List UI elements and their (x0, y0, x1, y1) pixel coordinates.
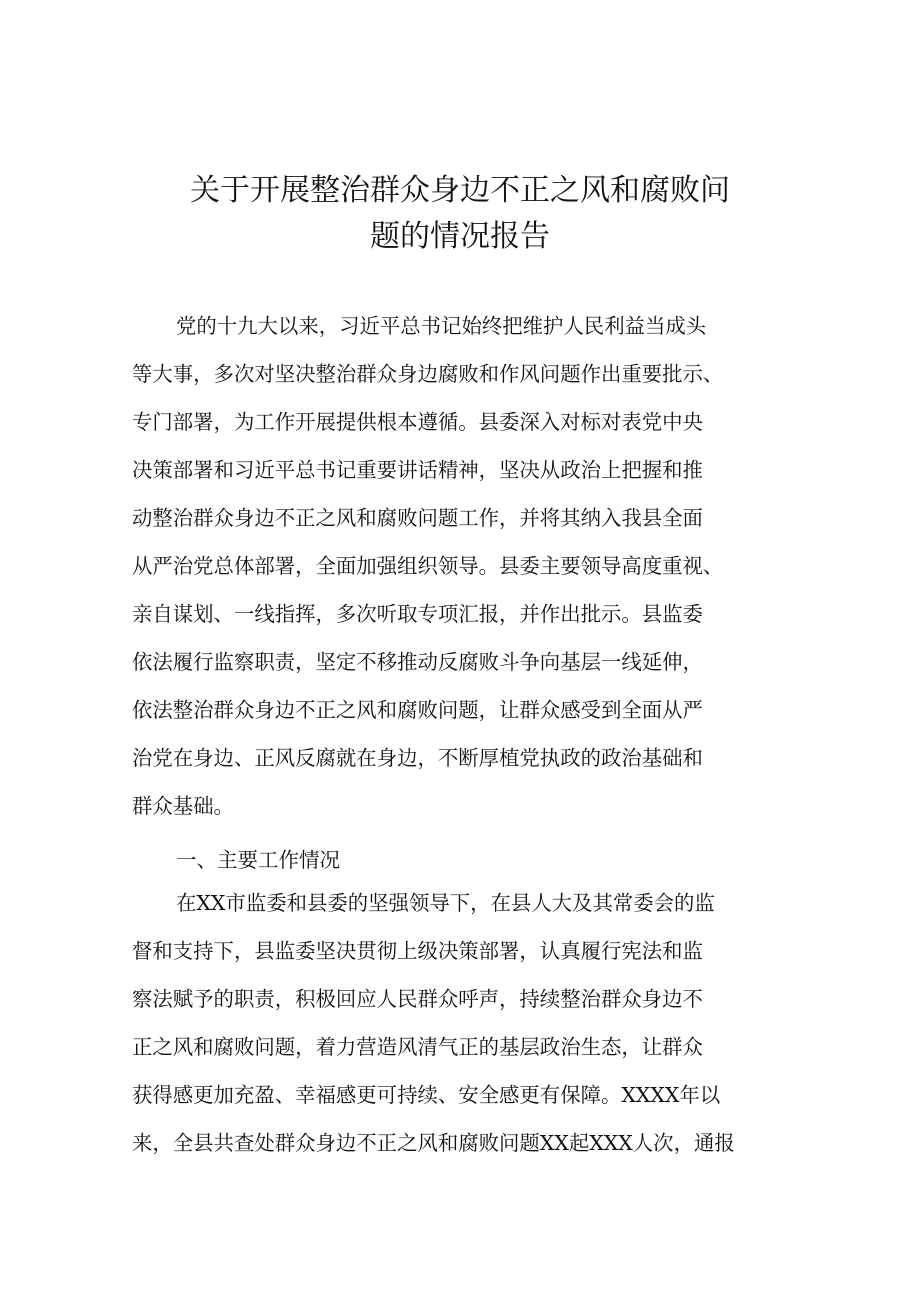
paragraph-work-status (132, 879, 794, 1167)
paragraph-line: 决策部署和习近平总书记重要讲话精神，坚决从政治上把握和推 (132, 458, 703, 482)
paragraph-line: 从严治党总体部署，全面加强组织领导。县委主要领导高度重视、 (132, 554, 724, 578)
paragraph-line: 动整治群众身边不正之风和腐败问题工作，并将其纳入我县全面 (132, 506, 703, 530)
section-heading: 一、主要工作情况 (176, 848, 340, 872)
paragraph-line: 获得感更加充盈、幸福感更可持续、安全感更有保障。XXXX年以 (132, 1083, 721, 1107)
paragraph-line: 依法整治群众身边不正之风和腐败问题，让群众感受到全面从严 (132, 698, 703, 722)
paragraph-line: 治党在身边、正风反腐就在身边，不断厚植党执政的政治基础和 (132, 746, 703, 770)
title-line-2: 题的情况报告 (370, 219, 550, 254)
paragraph-line: 依法履行监察职责，坚定不移推动反腐败斗争向基层一线延伸， (132, 650, 703, 674)
paragraph-line: 督和支持下，县监委坚决贯彻上级决策部署，认真履行宪法和监 (132, 939, 703, 963)
paragraph-line: 专门部署，为工作开展提供根本遵循。县委深入对标对表党中央 (132, 410, 703, 434)
document-title (130, 168, 790, 260)
paragraph-line: 等大事，多次对坚决整治群众身边腐败和作风问题作出重要批示、 (132, 362, 724, 386)
paragraph-intro (132, 302, 794, 830)
paragraph-line: 群众基础。 (132, 794, 234, 818)
paragraph-line: 察法赋予的职责，积极回应人民群众呼声，持续整治群众身边不 (132, 987, 703, 1011)
title-line-1: 关于开展整治群众身边不正之风和腐败问 (190, 173, 730, 208)
paragraph-line: 在XX市监委和县委的坚强领导下，在县人大及其常委会的监 (176, 891, 715, 915)
paragraph-line: 亲自谋划、一线指挥，多次听取专项汇报，并作出批示。县监委 (132, 602, 703, 626)
paragraph-line: 党的十九大以来，习近平总书记始终把维护人民利益当成头 (176, 314, 707, 338)
paragraph-line: 来，全县共查处群众身边不正之风和腐败问题XX起XXX人次，通报 (132, 1131, 735, 1155)
paragraph-line: 正之风和腐败问题，着力营造风清气正的基层政治生态，让群众 (132, 1035, 703, 1059)
